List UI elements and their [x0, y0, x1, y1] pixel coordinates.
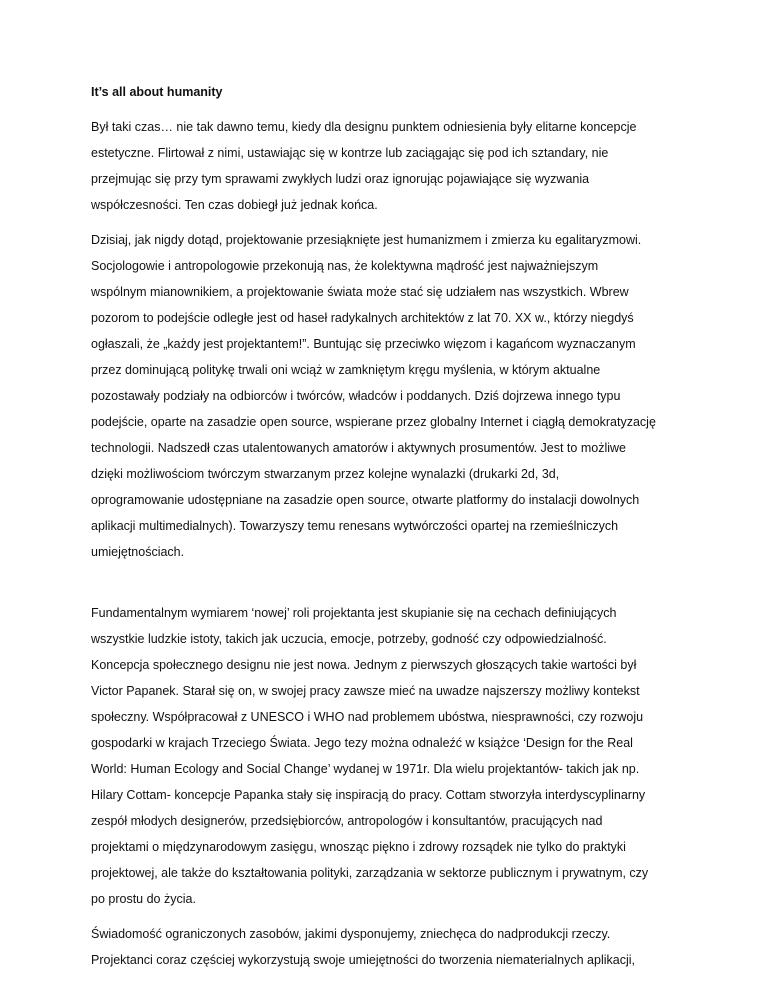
paragraph-2 — [91, 227, 691, 565]
text-line: społeczny. Współpracował z UNESCO i WHO nad problemem ubóstwa, niesprawności, czy rozwoju — [91, 710, 644, 724]
text-line: aplikacji multimedialnych). Towarzyszy temu renesans wytwórczości opartej na rzemieślniczych — [91, 519, 619, 533]
text-line: technologii. Nadszedł czas utalentowanych amatorów i aktywnych prosumentów. Jest to możliwe — [91, 441, 626, 455]
text-line: Koncepcja społecznego designu nie jest nowa. Jednym z pierwszych głoszących takie wartości był — [91, 658, 637, 672]
text-line: Victor Papanek. Starał się on, w swojej pracy zawsze mieć na uwadze najszerszy możliwy kontekst — [91, 684, 640, 698]
text-line: World: Human Ecology and Social Change’ wydanej w 1971r. Dla wielu projektantów- takich jak np. — [91, 762, 640, 776]
paragraph-1 — [91, 114, 691, 218]
text-line: Projektanci coraz częściej wykorzystują swoje umiejętności do tworzenia niematerialnych aplikacji, — [91, 953, 635, 967]
text-line: wspólnym mianownikiem, a projektowanie świata może stać się udziałem nas wszystkich. Wbrew — [91, 285, 629, 299]
text-line: przez dominującą politykę trwali oni wciąż w zamkniętym kręgu myślenia, w którym aktualne — [91, 363, 601, 377]
paragraph-4 — [91, 921, 691, 973]
text-line: Był taki czas… nie tak dawno temu, kiedy dla designu punktem odniesienia były elitarne koncepcje — [91, 120, 637, 134]
text-line: podejście, oparte na zasadzie open source, wspierane przez globalny Internet i ciągłą demokratyzację — [91, 415, 656, 429]
paragraph-spacer — [91, 565, 691, 600]
paragraph-spacer — [91, 912, 691, 921]
text-line: Socjologowie i antropologowie przekonują nas, że kolektywna mądrość jest najważniejszym — [91, 259, 599, 273]
text-line: Dzisiaj, jak nigdy dotąd, projektowanie przesiąknięte jest humanizmem i zmierza ku egalitaryzmowi. — [91, 233, 642, 247]
text-line: projektowej, ale także do kształtowania polityki, zarządzania w sektorze publicznym i prywatnym, czy — [91, 866, 649, 880]
text-line: Hilary Cottam- koncepcje Papanka stały się inspiracją do pracy. Cottam stworzyła interdyscyplinarny — [91, 788, 646, 802]
paragraph-3 — [91, 600, 691, 912]
text-line: po prostu do życia. — [91, 892, 196, 906]
document-page — [91, 84, 691, 973]
text-line: przejmując się przy tym sprawami zwykłych ludzi oraz ignorując pojawiające się wyzwania — [91, 172, 590, 186]
text-line: pozostawały podziały na odbiorców i twórców, władców i poddanych. Dziś dojrzewa innego typu — [91, 389, 621, 403]
text-line: projektami o międzynarodowym zasięgu, wnosząc piękno i zdrowy rozsądek nie tylko do praktyki — [91, 840, 626, 854]
document-title: It’s all about humanity — [91, 85, 223, 99]
text-line: pozorom to podejście odległe jest od haseł radykalnych architektów z lat 70. XX w., którzy niegdyś — [91, 311, 634, 325]
text-line: współczesności. Ten czas dobiegł już jednak końca. — [91, 198, 378, 212]
paragraph-spacer — [91, 218, 691, 227]
text-line: Świadomość ograniczonych zasobów, jakimi dysponujemy, zniechęca do nadprodukcji rzeczy. — [91, 927, 611, 941]
text-line: oprogramowanie udostępniane na zasadzie open source, otwarte platformy do instalacji dowolnych — [91, 493, 640, 507]
text-line: estetyczne. Flirtował z nimi, ustawiając się w kontrze lub zaciągając się pod ich sztandary, nie — [91, 146, 609, 160]
text-line: wszystkie ludzkie istoty, takich jak uczucia, emocje, potrzeby, godność czy odpowiedzialność. — [91, 632, 607, 646]
text-line: umiejętnościach. — [91, 545, 185, 559]
text-line: ogłaszali, że „każdy jest projektantem!”. Buntując się przeciwko więzom i kagańcom wyznaczanym — [91, 337, 636, 351]
text-line: zespół młodych designerów, przedsiębiorców, antropologów i konsultantów, pracujących nad — [91, 814, 603, 828]
text-line: gospodarki w krajach Trzeciego Świata. Jego tezy można odnaleźć w książce ‘Design for the Real — [91, 736, 633, 750]
text-line: dzięki możliwościom twórczym stwarzanym przez kolejne wynalazki (drukarki 2d, 3d, — [91, 467, 560, 481]
text-line: Fundamentalnym wymiarem ‘nowej’ roli projektanta jest skupianie się na cechach definiujących — [91, 606, 617, 620]
